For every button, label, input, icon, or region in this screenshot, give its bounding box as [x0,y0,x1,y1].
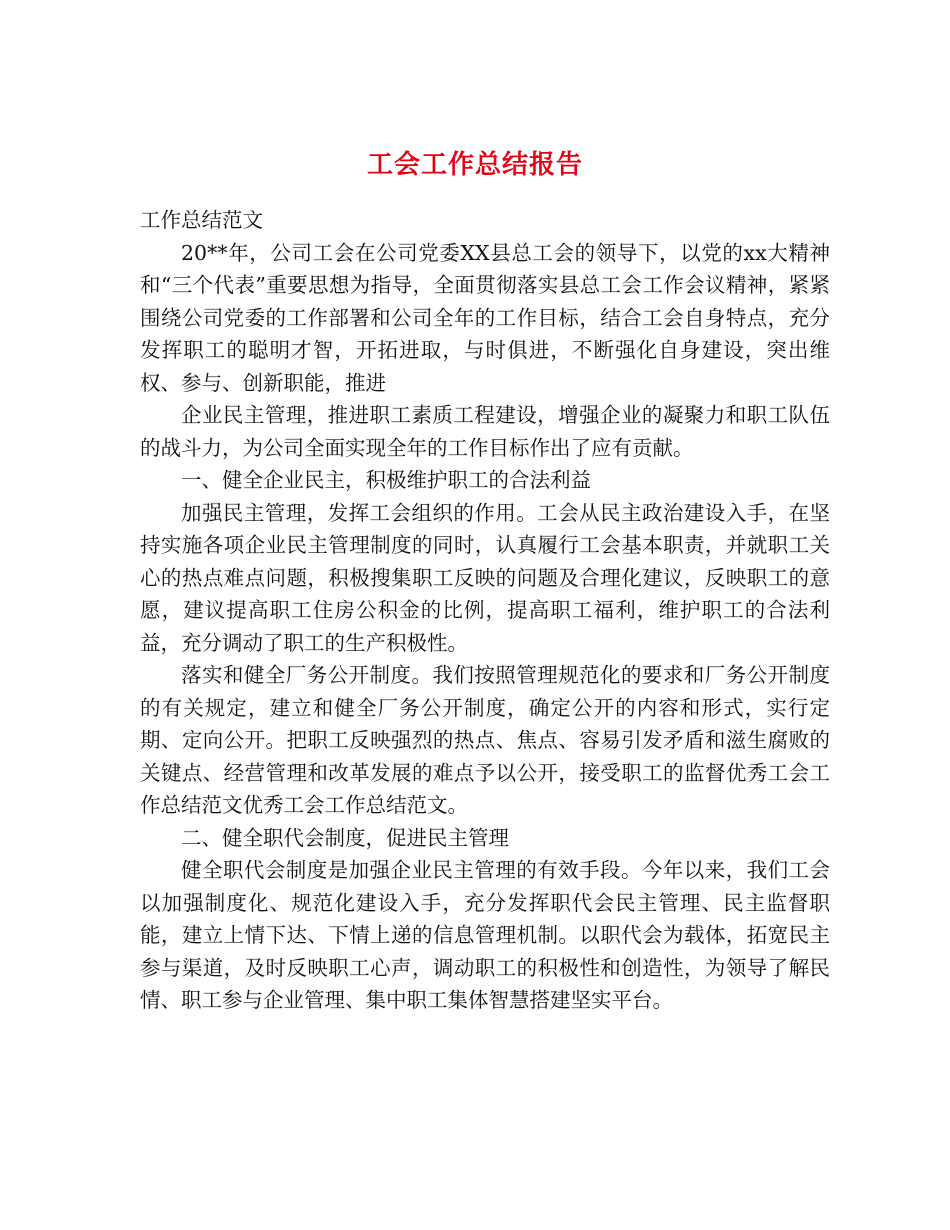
paragraph-subtitle: 工作总结范文 [140,208,263,232]
section-heading-1: 一、健全企业民主，积极维护职工的合法利益 [181,468,591,492]
paragraph-factory-affairs: 落实和健全厂务公开制度。我们按照管理规范化的要求和厂务公开制度的有关规定，建立和健全厂务公开制度，确定公开的内容和形式，实行定期、定向公开。把职工反映强烈的热点、焦点、容易引发矛盾和滋生腐败的关键点、经营管理和改革发展的难点予以公开，接受职工的监督优秀工会工作总结范文优秀工会工作总结范文。 [140,663,830,817]
document-body [140,204,830,1017]
section-heading-2: 二、健全职代会制度，促进民主管理 [181,825,509,850]
paragraph-intro: 20**年，公司工会在公司党委XX县总工会的领导下，以党的xx大精神和“三个代表”重要思想为指导，全面贯彻落实县总工会工作会议精神，紧紧围绕公司党委的工作部署和公司全年的工作目标，结合工会自身特点，充分发挥职工的聪明才智，开拓进取，与时俱进，不断强化自身建设，突出维权、参与、创新职能，推进 [140,240,830,395]
document-title: 工会工作总结报告 [366,150,583,181]
paragraph-intro-continued: 企业民主管理，推进职工素质工程建设，增强企业的凝聚力和职工队伍的战斗力，为公司全面实现全年的工作目标作出了应有贡献。 [140,403,830,460]
paragraph-democratic-management: 加强民主管理，发挥工会组织的作用。工会从民主政治建设入手，在坚持实施各项企业民主管理制度的同时，认真履行工会基本职责，并就职工关心的热点难点问题，积极搜集职工反映的问题及合理化建议，反映职工的意愿，建议提高职工住房公积金的比例，提高职工福利，维护职工的合法利益，充分调动了职工的生产积极性。 [140,500,830,655]
paragraph-workers-congress: 健全职代会制度是加强企业民主管理的有效手段。今年以来，我们工会以加强制度化、规范化建设入手，充分发挥职代会民主管理、民主监督职能，建立上情下达、下情上递的信息管理机制。以职代会为载体，拓宽民主参与渠道，及时反映职工心声，调动职工的积极性和创造性，为领导了解民情、职工参与企业管理、集中职工集体智慧搭建坚实平台。 [140,858,830,1012]
